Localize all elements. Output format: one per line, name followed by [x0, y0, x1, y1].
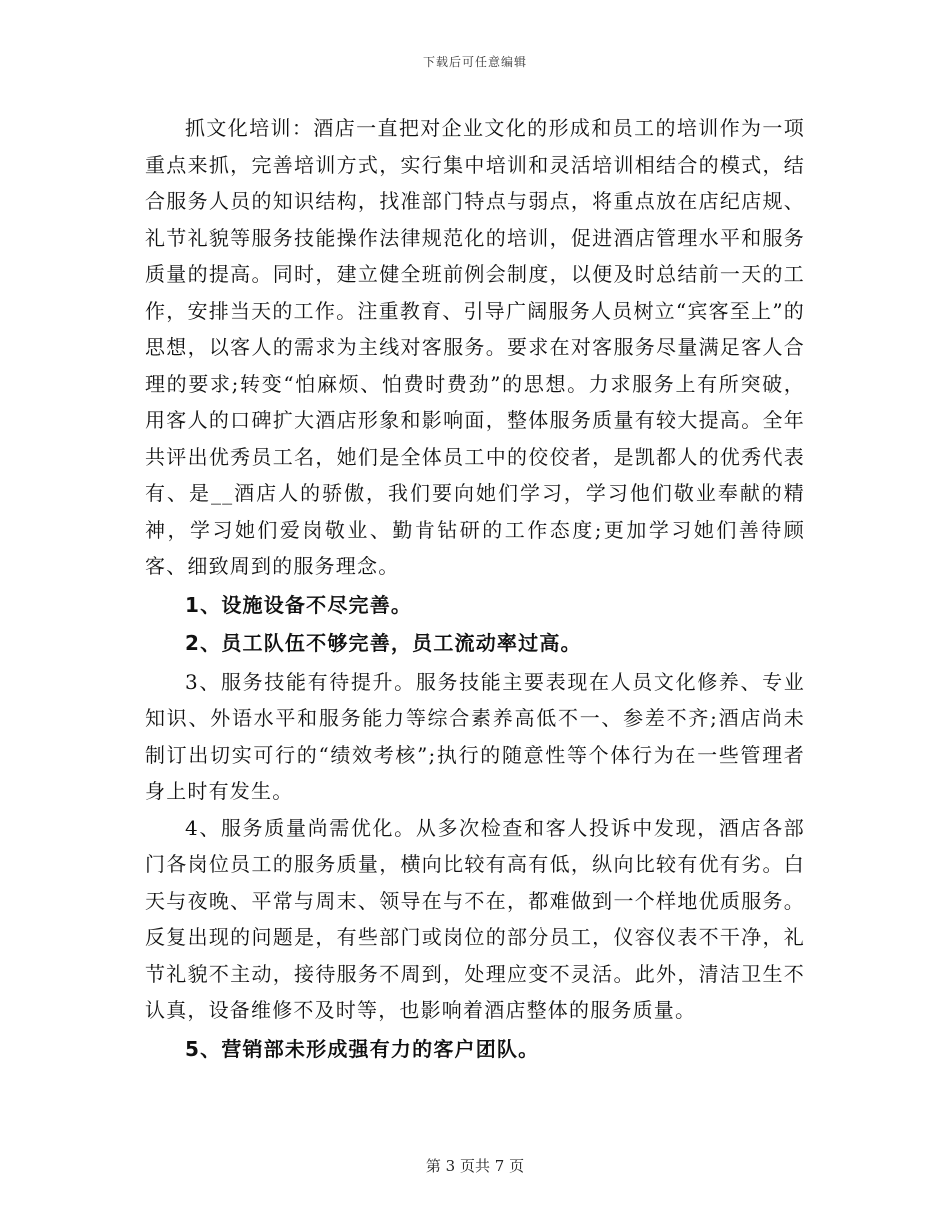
issue-heading-sales-team: 5、营销部未形成强有力的客户团队。 [185, 1036, 540, 1061]
paragraph-service-quality: 4、服务质量尚需优化。从多次检查和客人投诉中发现，酒店各部门各岗位员工的服务质量，横向比较有高有低，纵向比较有优有劣。白天与夜晚、平常与周末、领导在与不在，都难做到一个样地优质服务。反复出现的问题是，有些部门或岗位的部分员工，仪容仪表不干净，礼节礼貌不主动，接待服务不周到，处理应变不灵活。此外，清洁卫生不认真，设备维修不及时等，也影响着酒店整体的服务质量。 [145, 815, 805, 1022]
document-body [145, 110, 805, 1069]
issue-heading-staff-turnover: 2、员工队伍不够完善，员工流动率过高。 [185, 631, 582, 655]
issue-heading-facilities: 1、设施设备不尽完善。 [185, 592, 413, 617]
paragraph-culture-training: 抓文化培训：酒店一直把对企业文化的形成和员工的培训作为一项重点来抓，完善培训方式，实行集中培训和灵活培训相结合的模式，结合服务人员的知识结构，找准部门特点与弱点，将重点放在店纪店规、礼节礼貌等服务技能操作法律规范化的培训，促进酒店管理水平和服务质量的提高。同时，建立健全班前例会制度，以便及时总结前一天的工作，安排当天的工作。注重教育、引导广阔服务人员树立“宾客至上”的思想，以客人的需求为主线对客服务。要求在对客服务尽量满足客人合理的要求;转变“怕麻烦、怕费时费劲”的思想。力求服务上有所突破，用客人的口碑扩大酒店形象和影响面，整体服务质量有较大提高。全年共评出优秀员工名，她们是全体员工中的佼佼者，是凯都人的优秀代表有、是__酒店人的骄傲，我们要向她们学习，学习他们敬业奉献的精神，学习她们爱岗敬业、勤肯钻研的工作态度;更加学习她们善待顾客、细致周到的服务理念。 [145, 116, 805, 578]
page-number-footer: 第 3 页共 7 页 [425, 1157, 525, 1175]
page-header: 下载后可任意编辑 [422, 55, 527, 69]
paragraph-service-skills: 3、服务技能有待提升。服务技能主要表现在人员文化修养、专业知识、外语水平和服务能力等综合素养高低不一、参差不齐;酒店尚未制订出切实可行的“绩效考核”;执行的随意性等个体行为在一些管理者身上时有发生。 [145, 669, 805, 803]
